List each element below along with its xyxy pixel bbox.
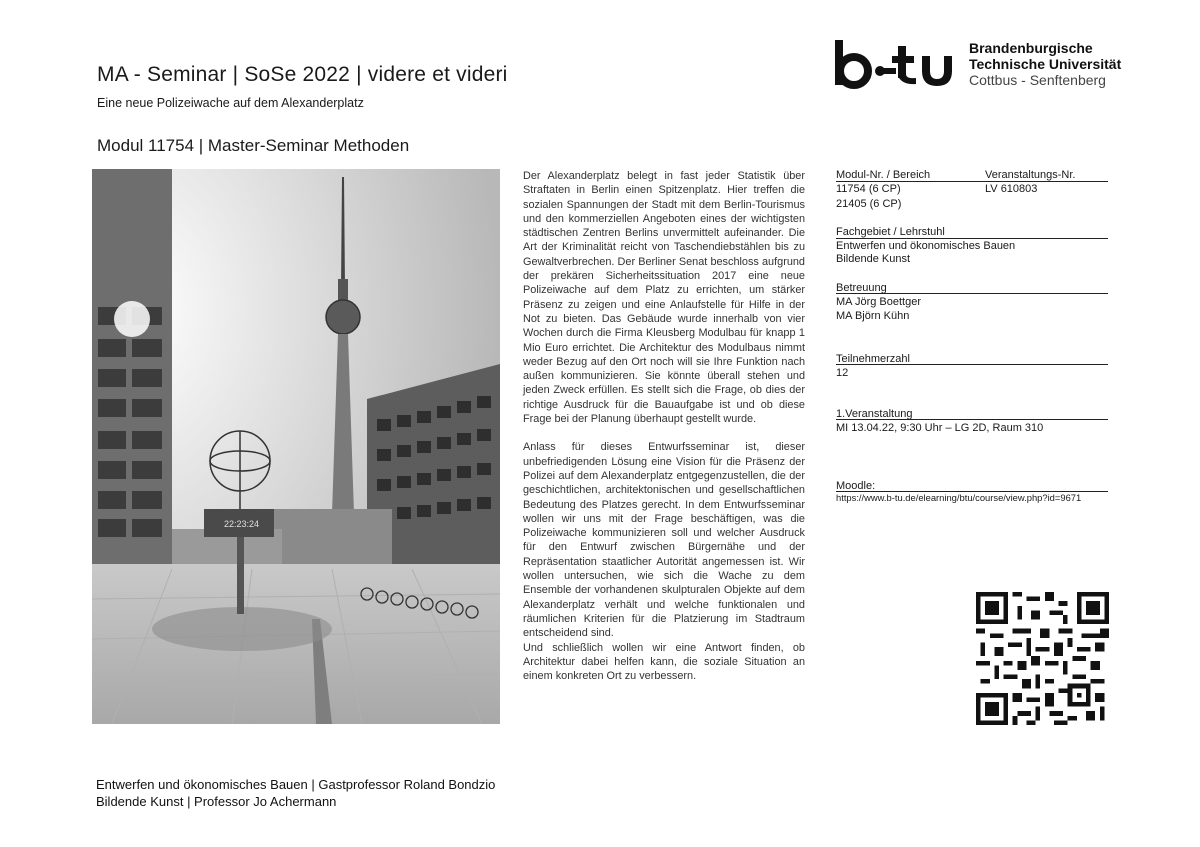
modul-heading: Modul 11754 | Master-Seminar Methoden <box>97 136 410 155</box>
divider <box>836 364 1108 365</box>
qr-code[interactable] <box>976 592 1109 725</box>
course-number-header: Veranstaltungs-Nr. <box>985 169 1076 181</box>
participants-value: 12 <box>836 367 849 379</box>
department-1: Entwerfen und ökonomisches Bauen <box>836 240 1016 252</box>
description-paragraph-1: Der Alexanderplatz belegt in fast jeder Statistik über Straftaten in Berlin einen Spitzenplatz. Hier treffen die sozialen Spannungen der Stadt mit dem Berlin-Tourismus und den kommerziellen Angeboten eines der wichtigsten städtischen Zentren Berlins unvermittelt aufeinander. Die Art der Kriminalität reicht von Taschendiebstählen bis zu Gewaltverbrechen. Der Berliner Senat beschloss aufgrund der prekären Sicherheitssituation 2017 eine neue Polizeiwache auf dem Platz zu errichten, um stärker Präsenz zu zeigen und eine Anlaufstelle für Hilfe in der Not zu bieten. Das Gebäude wurde innerhalb von vier Wochen durch die Firma Kleusberg Modulbau für knapp 1 Mio Euro errichtet. Die Architektur des Modulbaus nimmt weder Bezug auf den Ort noch will sie Ihre Funktion nach außen kommunizieren. Sie könnte überall stehen und jeden Zweck erfüllen. Es stellt sich die Frage, ob dies der richtige Ausdruck für die Bauaufgabe ist und ob diese Frage bei der Planung überhaupt gestellt wurde. <box>523 170 805 426</box>
modul-number-2: 21405 (6 CP) <box>836 198 902 210</box>
course-number: LV 610803 <box>985 183 1038 195</box>
university-name-line2: Technische Universität <box>969 56 1122 72</box>
page-title: MA - Seminar | SoSe 2022 | videre et videri <box>97 63 508 86</box>
supervision-header: Betreuung <box>836 282 887 294</box>
seminar-description <box>523 169 805 683</box>
footer <box>96 777 495 810</box>
moodle-link[interactable]: https://www.b-tu.de/elearning/btu/course/view.php?id=9671 <box>836 492 1082 503</box>
page-subtitle: Eine neue Polizeiwache auf dem Alexanderplatz <box>97 96 364 110</box>
description-paragraph-3: Und schließlich wollen wir eine Antwort finden, ob Architektur dabei helfen kann, die soziale Situation an einem konkreten Ort zu verbessern. <box>523 641 805 683</box>
participants-header: Teilnehmerzahl <box>836 353 910 365</box>
department-2: Bildende Kunst <box>836 253 910 265</box>
description-paragraph-2: Anlass für dieses Entwurfsseminar ist, dieser unbefriedigenden Lösung eine Vision für die Präsenz der Polizei auf dem Alexanderplatz entgegenzustellen, die der geschichtlichen, architektonischen und gesellschaftlichen Bedeutung des Platzes gerecht. In dem Entwurfsseminar wollen wir uns mit der Frage beschäftigen, was die Polizeiwache kommunizieren soll und welcher Ausdruck für den Entwurf zwischen Bürgernähe und der Repräsentation staatlicher Autorität angemessen ist. Wir wollen untersuchen, wie sich die Wache zu dem Ensemble der vorhandenen skulpturalen Objekte auf dem Alexanderplatz verhält und welche funktionalen und räumlichen Kriterien für die Platzierung im Stadtraum entscheidend sind. <box>523 441 805 640</box>
alexanderplatz-photo <box>92 169 500 724</box>
footer-line-2: Bildende Kunst | Professor Jo Achermann <box>96 793 337 809</box>
university-name <box>969 40 1121 88</box>
modul-number-1: 11754 (6 CP) <box>836 183 901 195</box>
first-session-header: 1.Veranstaltung <box>836 408 913 420</box>
first-session-value: MI 13.04.22, 9:30 Uhr – LG 2D, Raum 310 <box>836 422 1044 434</box>
department-header: Fachgebiet / Lehrstuhl <box>836 226 945 238</box>
university-name-line1: Brandenburgische <box>969 40 1093 56</box>
university-name-line3: Cottbus - Senftenberg <box>969 72 1106 88</box>
modul-number-header: Modul-Nr. / Bereich <box>836 169 931 181</box>
moodle-header: Moodle: <box>836 480 876 492</box>
footer-line-1: Entwerfen und ökonomisches Bauen | Gastprofessor Roland Bondzio <box>96 777 496 792</box>
supervisor-1: MA Jörg Boettger <box>836 296 921 308</box>
supervisor-2: MA Björn Kühn <box>836 310 910 322</box>
divider <box>836 419 1108 420</box>
divider <box>836 293 1108 294</box>
world-clock-display: 22:23:24 <box>224 519 260 529</box>
